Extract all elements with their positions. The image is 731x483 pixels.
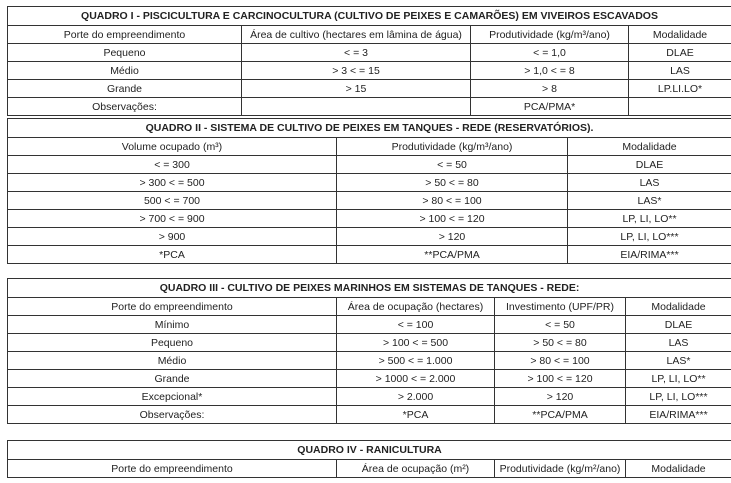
- table-row: [8, 62, 731, 80]
- q3-header-investimento: Investimento (UPF/PR): [495, 298, 626, 316]
- table-cell: > 15: [242, 80, 471, 98]
- table-cell: **PCA/PMA: [337, 246, 568, 264]
- table-cell: Grande: [8, 370, 337, 388]
- table-cell: > 120: [337, 228, 568, 246]
- q2-header-produtividade: Produtividade (kg/m³/ano): [337, 138, 568, 156]
- quadro-2-title: QUADRO II - SISTEMA DE CULTIVO DE PEIXES EM TANQUES - REDE (RESERVATÓRIOS).: [8, 119, 731, 138]
- q4-header-produtividade: Produtividade (kg/m²/ano): [495, 460, 626, 478]
- table-cell: [629, 98, 731, 116]
- table-cell: > 3 < = 15: [242, 62, 471, 80]
- observacoes-label: Observações:: [8, 98, 242, 116]
- table-cell: LP, LI, LO***: [626, 388, 731, 406]
- table-cell: EIA/RIMA***: [626, 406, 731, 424]
- table-row: [8, 228, 731, 246]
- table-cell: Pequeno: [8, 334, 337, 352]
- table-row: [8, 352, 731, 370]
- table-cell: > 8: [471, 80, 629, 98]
- q3-header-area: Área de ocupação (hectares): [337, 298, 495, 316]
- quadro-4-table: [7, 440, 731, 478]
- table-cell: < = 100: [337, 316, 495, 334]
- table-row: [8, 246, 731, 264]
- table-cell: *PCA: [8, 246, 337, 264]
- table-row: [8, 174, 731, 192]
- table-cell: > 300 < = 500: [8, 174, 337, 192]
- quadro-3-table: [7, 278, 731, 424]
- table-cell: LAS: [568, 174, 731, 192]
- table-cell: Grande: [8, 80, 242, 98]
- table-cell: > 100 < = 120: [495, 370, 626, 388]
- table-row: [8, 334, 731, 352]
- table-cell: < = 300: [8, 156, 337, 174]
- q4-header-modalidade: Modalidade: [626, 460, 731, 478]
- table-cell: > 700 < = 900: [8, 210, 337, 228]
- q2-header-volume: Volume ocupado (m³): [8, 138, 337, 156]
- observacoes-label: Observações:: [8, 406, 337, 424]
- table-cell: LAS*: [568, 192, 731, 210]
- q1-header-produtividade: Produtividade (kg/m³/ano): [471, 26, 629, 44]
- q1-header-modalidade: Modalidade: [629, 26, 731, 44]
- table-cell: DLAE: [568, 156, 731, 174]
- table-cell: Mínimo: [8, 316, 337, 334]
- table-row: [8, 156, 731, 174]
- table-cell: LAS*: [626, 352, 731, 370]
- table-cell: < = 50: [495, 316, 626, 334]
- table-row: [8, 80, 731, 98]
- table-cell: > 50 < = 80: [495, 334, 626, 352]
- table-cell: > 50 < = 80: [337, 174, 568, 192]
- quadro-1-table: [7, 6, 731, 116]
- table-row: [8, 192, 731, 210]
- table-cell: < = 3: [242, 44, 471, 62]
- quadro-2-table: [7, 118, 731, 264]
- quadro-3-title: QUADRO III - CULTIVO DE PEIXES MARINHOS EM SISTEMAS DE TANQUES - REDE:: [8, 279, 731, 298]
- table-row: [8, 44, 731, 62]
- table-cell: Pequeno: [8, 44, 242, 62]
- table-cell: > 80 < = 100: [495, 352, 626, 370]
- table-cell: DLAE: [626, 316, 731, 334]
- table-cell: < = 50: [337, 156, 568, 174]
- quadro-4-title: QUADRO IV - RANICULTURA: [8, 441, 731, 460]
- table-cell: LP, LI, LO**: [568, 210, 731, 228]
- table-cell: > 500 < = 1.000: [337, 352, 495, 370]
- q4-header-porte: Porte do empreendimento: [8, 460, 337, 478]
- table-cell: > 1,0 < = 8: [471, 62, 629, 80]
- q3-header-modalidade: Modalidade: [626, 298, 731, 316]
- q4-header-area: Área de ocupação (m²): [337, 460, 495, 478]
- table-cell: [242, 98, 471, 116]
- table-cell: > 100 < = 120: [337, 210, 568, 228]
- q1-header-area: Área de cultivo (hectares em lâmina de água): [242, 26, 471, 44]
- table-cell: LP.LI.LO*: [629, 80, 731, 98]
- table-row: [8, 316, 731, 334]
- table-cell: **PCA/PMA: [495, 406, 626, 424]
- table-row: [8, 98, 731, 116]
- table-row: [8, 210, 731, 228]
- table-row: [8, 388, 731, 406]
- table-cell: > 1000 < = 2.000: [337, 370, 495, 388]
- table-cell: LP, LI, LO**: [626, 370, 731, 388]
- table-cell: LP, LI, LO***: [568, 228, 731, 246]
- table-cell: > 900: [8, 228, 337, 246]
- table-cell: > 80 < = 100: [337, 192, 568, 210]
- table-cell: 500 < = 700: [8, 192, 337, 210]
- table-cell: *PCA: [337, 406, 495, 424]
- table-cell: Médio: [8, 352, 337, 370]
- q2-header-modalidade: Modalidade: [568, 138, 731, 156]
- table-row: [8, 370, 731, 388]
- table-cell: > 2.000: [337, 388, 495, 406]
- table-cell: EIA/RIMA***: [568, 246, 731, 264]
- table-cell: DLAE: [629, 44, 731, 62]
- table-cell: Excepcional*: [8, 388, 337, 406]
- table-row: [8, 406, 731, 424]
- table-cell: LAS: [626, 334, 731, 352]
- table-cell: LAS: [629, 62, 731, 80]
- table-cell: > 100 < = 500: [337, 334, 495, 352]
- q3-header-porte: Porte do empreendimento: [8, 298, 337, 316]
- quadro-1-title: QUADRO I - PISCICULTURA E CARCINOCULTURA (CULTIVO DE PEIXES E CAMARÕES) EM VIVEIROS ESCAVADOS: [8, 7, 731, 26]
- q1-header-porte: Porte do empreendimento: [8, 26, 242, 44]
- table-cell: < = 1,0: [471, 44, 629, 62]
- table-cell: Médio: [8, 62, 242, 80]
- observacoes-value: PCA/PMA*: [471, 98, 629, 116]
- table-cell: > 120: [495, 388, 626, 406]
